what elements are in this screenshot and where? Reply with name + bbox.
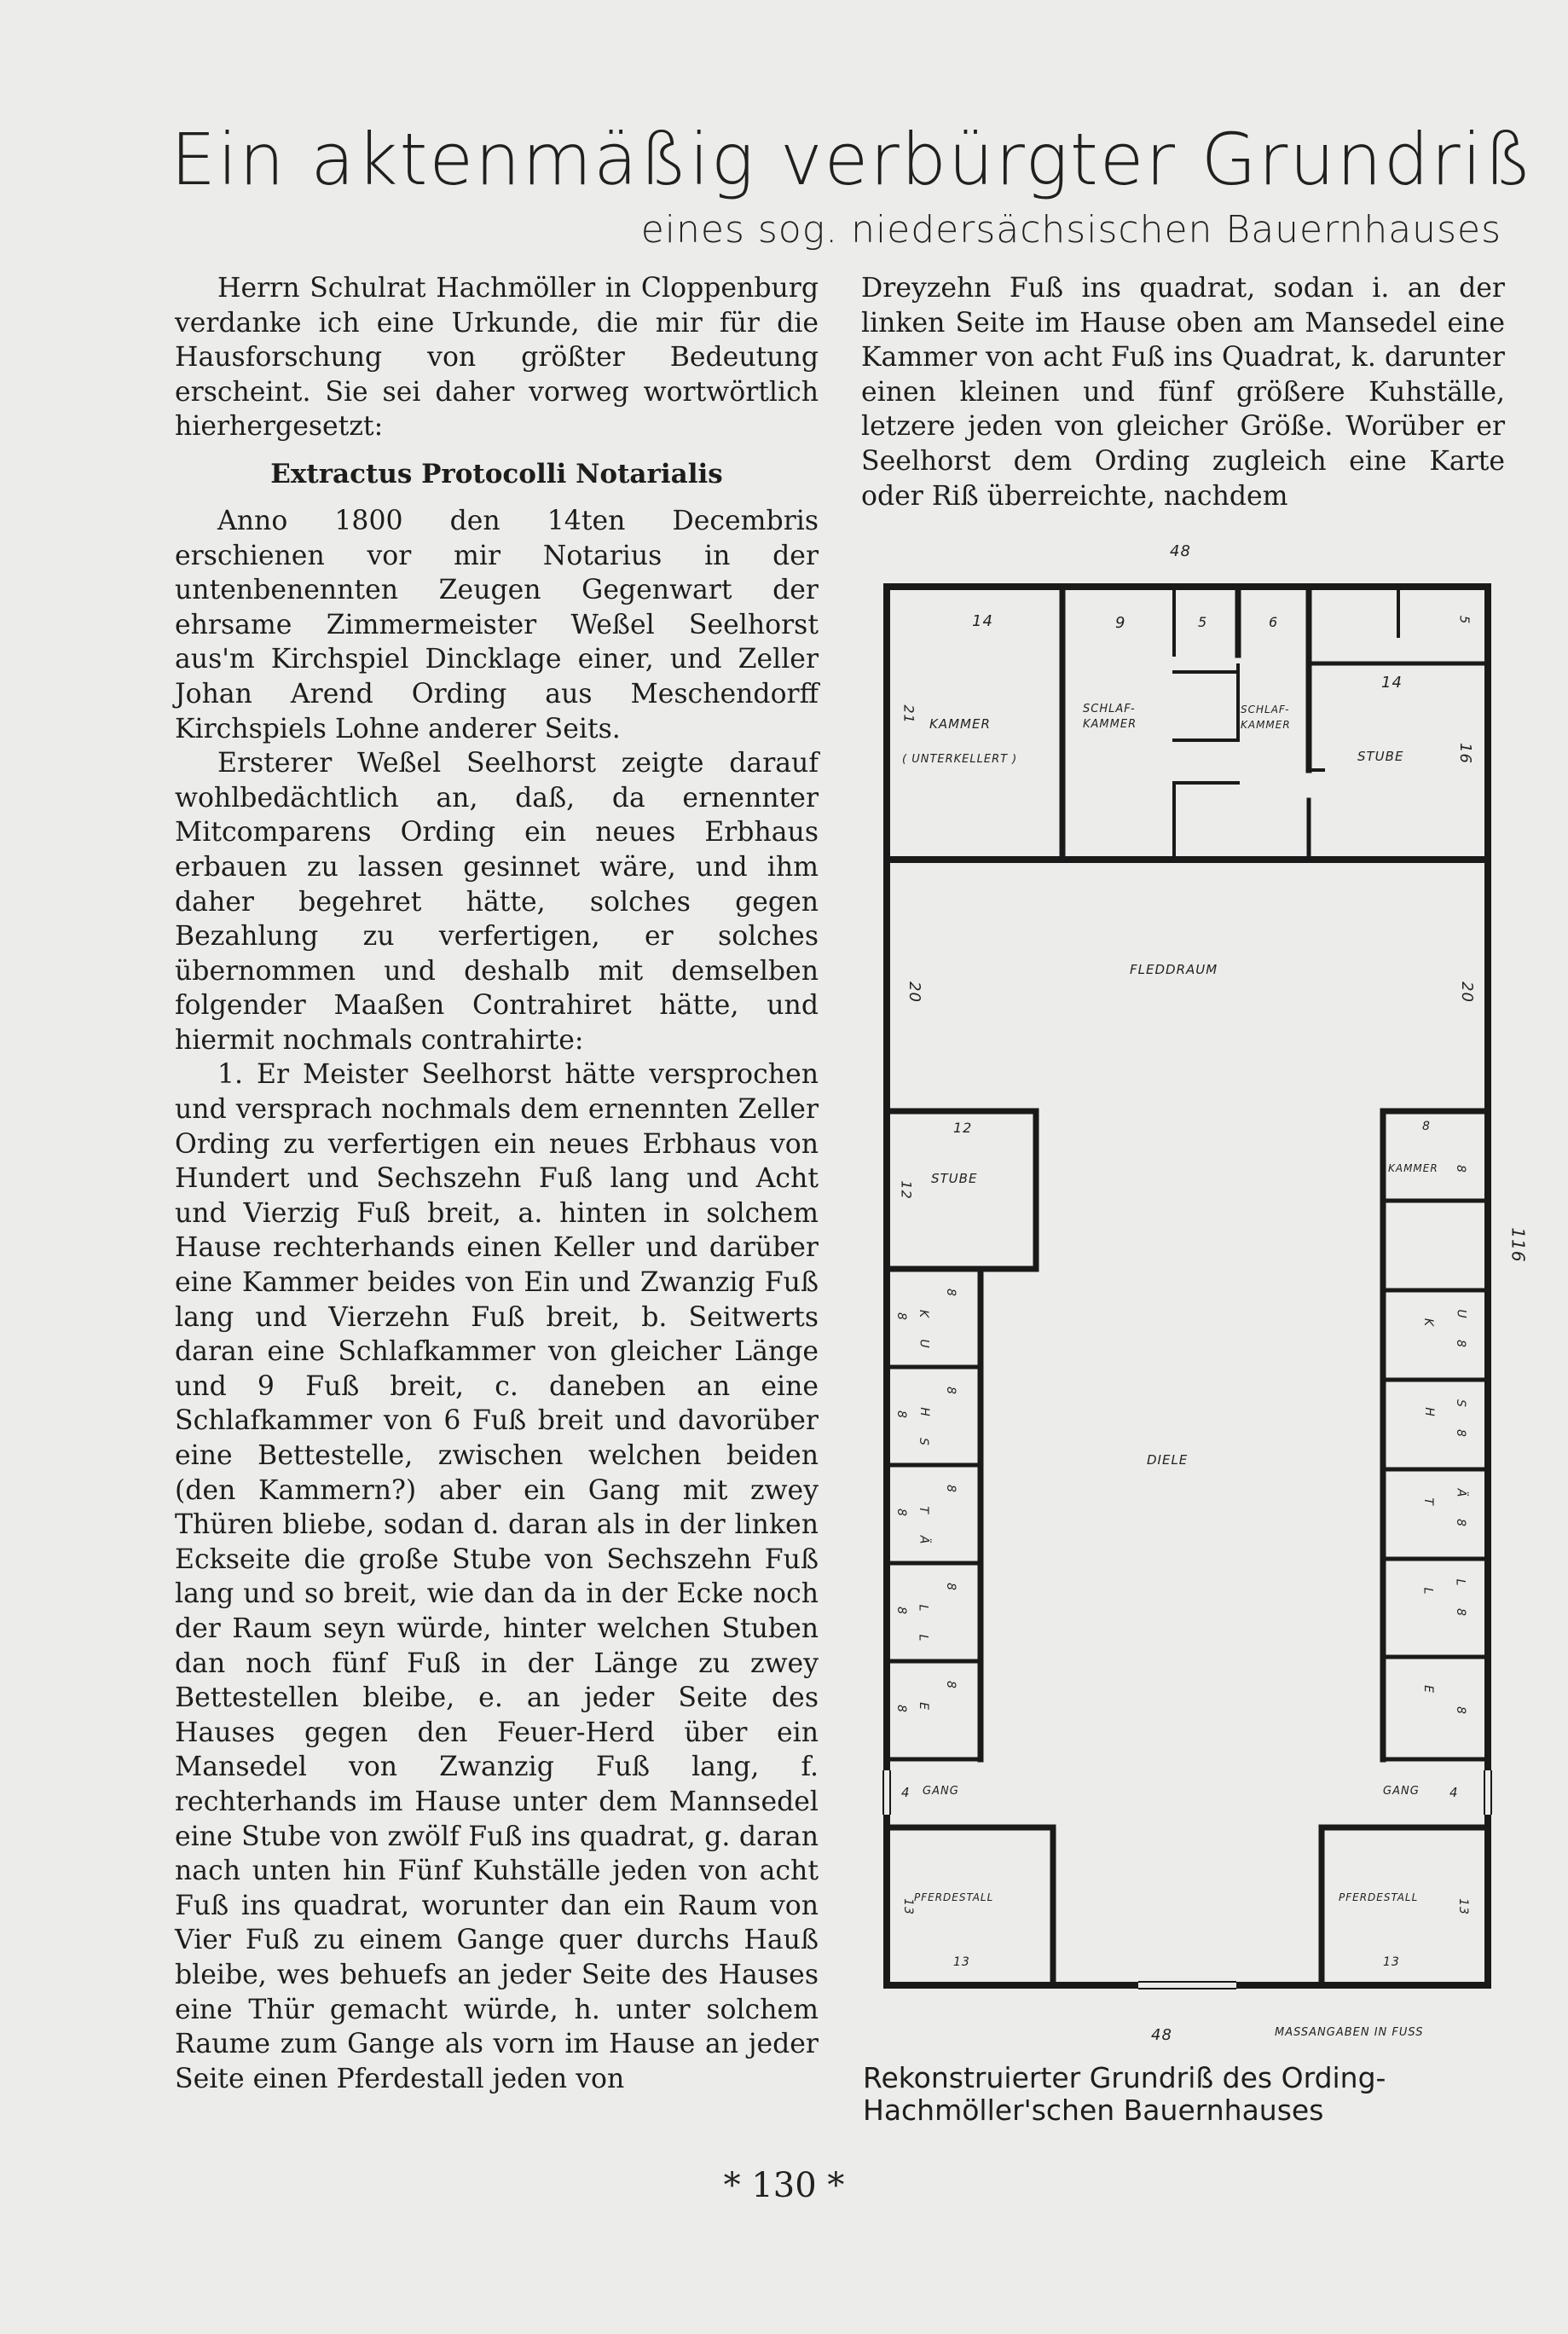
kuhstall-right-size: 8 [1453,1429,1467,1438]
kuhstall-left-letter: S [916,1438,930,1446]
body-paragraph: Ersterer Weßel Seelhorst zeigte darauf wohlbedächtlich an, daß, da ernennter Mitcomparens Ording ein neues Erbhaus erbauen zu lassen gesinnet wäre, und ihm daher begehret hätte, solches gegen Bezahlung zu verfertigen, er solches übernommen und deshalb mit demselben folgender Maaßen Contrahiret hätte, und hiermit nochmals contrahirte: [175,748,819,1056]
kammer-right-label: KAMMER [1388,1162,1438,1174]
kuhstall-left-size: 8 [894,1410,908,1419]
floor-plan [853,536,1529,2053]
article-title: Ein aktenmäßig verbürgter Grundriß [171,118,1534,201]
kuhstall-left-letter: E [916,1702,930,1711]
stube-top-label: STUBE [1357,749,1404,764]
schlafkammer2-label: SCHLAF- KAMMER [1241,704,1291,731]
bett-width: 5 [1198,614,1208,630]
body-paragraph: Anno 1800 den 14ten Decembris erschienen vor mir Notarius in der untenbenennten Zeugen Gegenwart der ehrsame Zimmermeister Weßel Seelhorst aus'm Kirchspiel Dincklage einer, und Zeller Johan Arend Ording aus Meschendorff Kirchspiels Lohne anderer Seits. [175,505,819,744]
right-column [861,271,1505,513]
kuhstall-right-letter: L [1453,1578,1467,1587]
kuhstall-left-letter: H [917,1407,931,1417]
page-number: * 130 * [723,2166,845,2205]
kuhstall-left-size: 8 [894,1509,908,1517]
kuhstall-left-size: 8 [894,1607,908,1615]
kuhstall-right-letter: T [1420,1497,1435,1506]
kammer-height: 21 [900,704,917,724]
schlafkammer-label: SCHLAF- KAMMER [1083,703,1137,731]
kuhstall-left-size: 8 [894,1312,908,1321]
plan-note: MASSANGABEN IN FUSS [1275,2026,1424,2039]
stube-top-height: 16 [1455,743,1474,764]
kuhstall-left-letter: U [917,1339,931,1349]
kuhstall-left-letter: Ä [917,1535,931,1545]
plan-width-label: 48 [1170,542,1191,560]
pferdestall-right-label: PFERDESTALL [1339,1891,1419,1903]
stube-small-dim: 5 [1456,615,1473,625]
kuhstall-left-letter: L [916,1604,930,1613]
fleddraum-right-dim: 20 [1457,982,1476,1003]
fleddraum-label: FLEDDRAUM [1130,962,1218,977]
pferdestall-right-width: 13 [1383,1955,1400,1969]
kuhstall-left-size: 8 [943,1289,958,1297]
kammer-label: KAMMER [929,716,991,732]
stube-top-width: 14 [1381,674,1403,692]
pferdestall-right-height: 13 [1455,1898,1470,1915]
kammer-right-width: 8 [1422,1120,1431,1133]
kuhstall-left-size: 8 [943,1387,958,1395]
kuhstall-right-letter: E [1420,1685,1435,1694]
kammer-width: 14 [972,612,993,630]
gang-left-label: GANG [923,1785,959,1798]
gang-right-label: GANG [1383,1785,1420,1798]
body-paragraph: Dreyzehn Fuß ins quadrat, sodan i. an der linken Seite im Hause oben am Mansedel eine Kammer von acht Fuß ins Quadrat, k. darunter einen kleinen und fünf größere Kuhställe, letzere jeden von gleicher Größe. Worüber er Seelhorst dem Ording zugleich eine Karte oder Riß überreichte, nachdem [861,273,1505,512]
plan-bottom-width: 48 [1151,2026,1172,2044]
fleddraum-left-dim: 20 [905,982,923,1003]
stube-left-label: STUBE [931,1171,978,1186]
body-paragraph: 1. Er Meister Seelhorst hätte versprochen und versprach nochmals dem ernennten Zeller Ording zu verfertigen ein neues Erbhaus von Hundert und Sechszehn Fuß lang und Acht und Vierzig Fuß breit, a. hinten in solchem Hause rechterhands einen Keller und darüber eine Kammer beides von Ein und Zwanzig Fuß lang und Vierzehn Fuß breit, b. Seitwerts daran eine Schlafkammer von gleicher Länge und 9 Fuß breit, c. daneben an eine Schlafkammer von 6 Fuß breit und davorüber eine Bettestelle, zwischen welchen beiden (den Kammern?) aber ein Gang mit zwey Thüren bliebe, sodan d. daran als in der linken Eckseite die große Stube von Sechszehn Fuß lang und so breit, wie dan da in der Ecke noch der Raum seyn würde, hinter welchen Stuben dan noch fünf Fuß in der Länge zu zwey Bettestellen bleibe, e. an jeder Seite des Hauses gegen den Feuer-Herd über ein Mansedel von Zwanzig Fuß lang, f. rechterhands im Hause unter dem Mannsedel eine Stube von zwölf Fuß ins quadrat, g. daran nach unten hin Fünf Kuhställe jeden von acht Fuß ins quadrat, worunter dan ein Raum von Vier Fuß zu einem Gange quer durchs Hauß bleibe, wes behuefs an jeder Seite des Hauses eine Thür gemacht würde, h. unter solchem Raume zum Gange als vorn im Hause an jeder Seite einen Pferdestall jeden von [175,1059,819,2094]
kuhstall-left-size: 8 [943,1681,958,1689]
kammer-right-height: 8 [1453,1165,1467,1173]
pferdestall-left-label: PFERDESTALL [914,1891,994,1903]
stube-left-height: 12 [898,1180,915,1200]
plan-length-label: 116 [1507,1227,1529,1263]
kuhstall-right-letter: S [1453,1399,1467,1408]
kuhstall-right-letter: H [1421,1407,1436,1417]
figure-caption: Rekonstruierter Grundriß des Ording-Hachmöller'schen Bauernhauses [863,2061,1386,2127]
kuhstall-right-size: 8 [1453,1519,1467,1527]
kuhstall-right-size: 8 [1453,1706,1467,1715]
kuhstall-left-letter: K [917,1309,931,1319]
article-subtitle: eines sog. niedersächsischen Bauernhauses [640,208,1501,252]
schlafkammer2-width: 6 [1269,614,1279,630]
kuhstall-right-letter: L [1420,1587,1435,1596]
pferdestall-left-height: 13 [900,1898,915,1915]
kuhstall-left-size: 8 [894,1705,908,1713]
kuhstall-right-letter: K [1421,1318,1436,1328]
gang-right-size: 4 [1449,1785,1459,1800]
pferdestall-left-width: 13 [953,1955,970,1969]
kuhstall-right-letter: U [1454,1309,1468,1319]
kuhstall-left-letter: T [916,1506,930,1514]
diele-label: DIELE [1147,1452,1189,1468]
section-heading: Extractus Protocolli Notarialis [270,458,723,489]
kuhstall-right-size: 8 [1453,1608,1467,1617]
intro-paragraph: Herrn Schulrat Hachmöller in Cloppenburg verdanke ich eine Urkunde, die mir für die Hausforschung von größter Bedeutung erscheint. Sie sei daher vorweg wortwörtlich hierhergesetzt: [175,273,819,443]
kuhstall-right-letter: Ä [1454,1488,1468,1498]
stube-left-width: 12 [953,1120,973,1136]
kuhstall-left-size: 8 [943,1583,958,1591]
kuhstall-left-size: 8 [943,1485,958,1493]
kuhstall-right-size: 8 [1453,1340,1467,1348]
kuhstall-left-letter: L [916,1634,930,1642]
left-column [175,271,819,2096]
gang-left-size: 4 [901,1785,911,1800]
kammer-sub-label: ( UNTERKELLERT ) [902,753,1018,766]
schlafkammer-width: 9 [1115,614,1126,632]
